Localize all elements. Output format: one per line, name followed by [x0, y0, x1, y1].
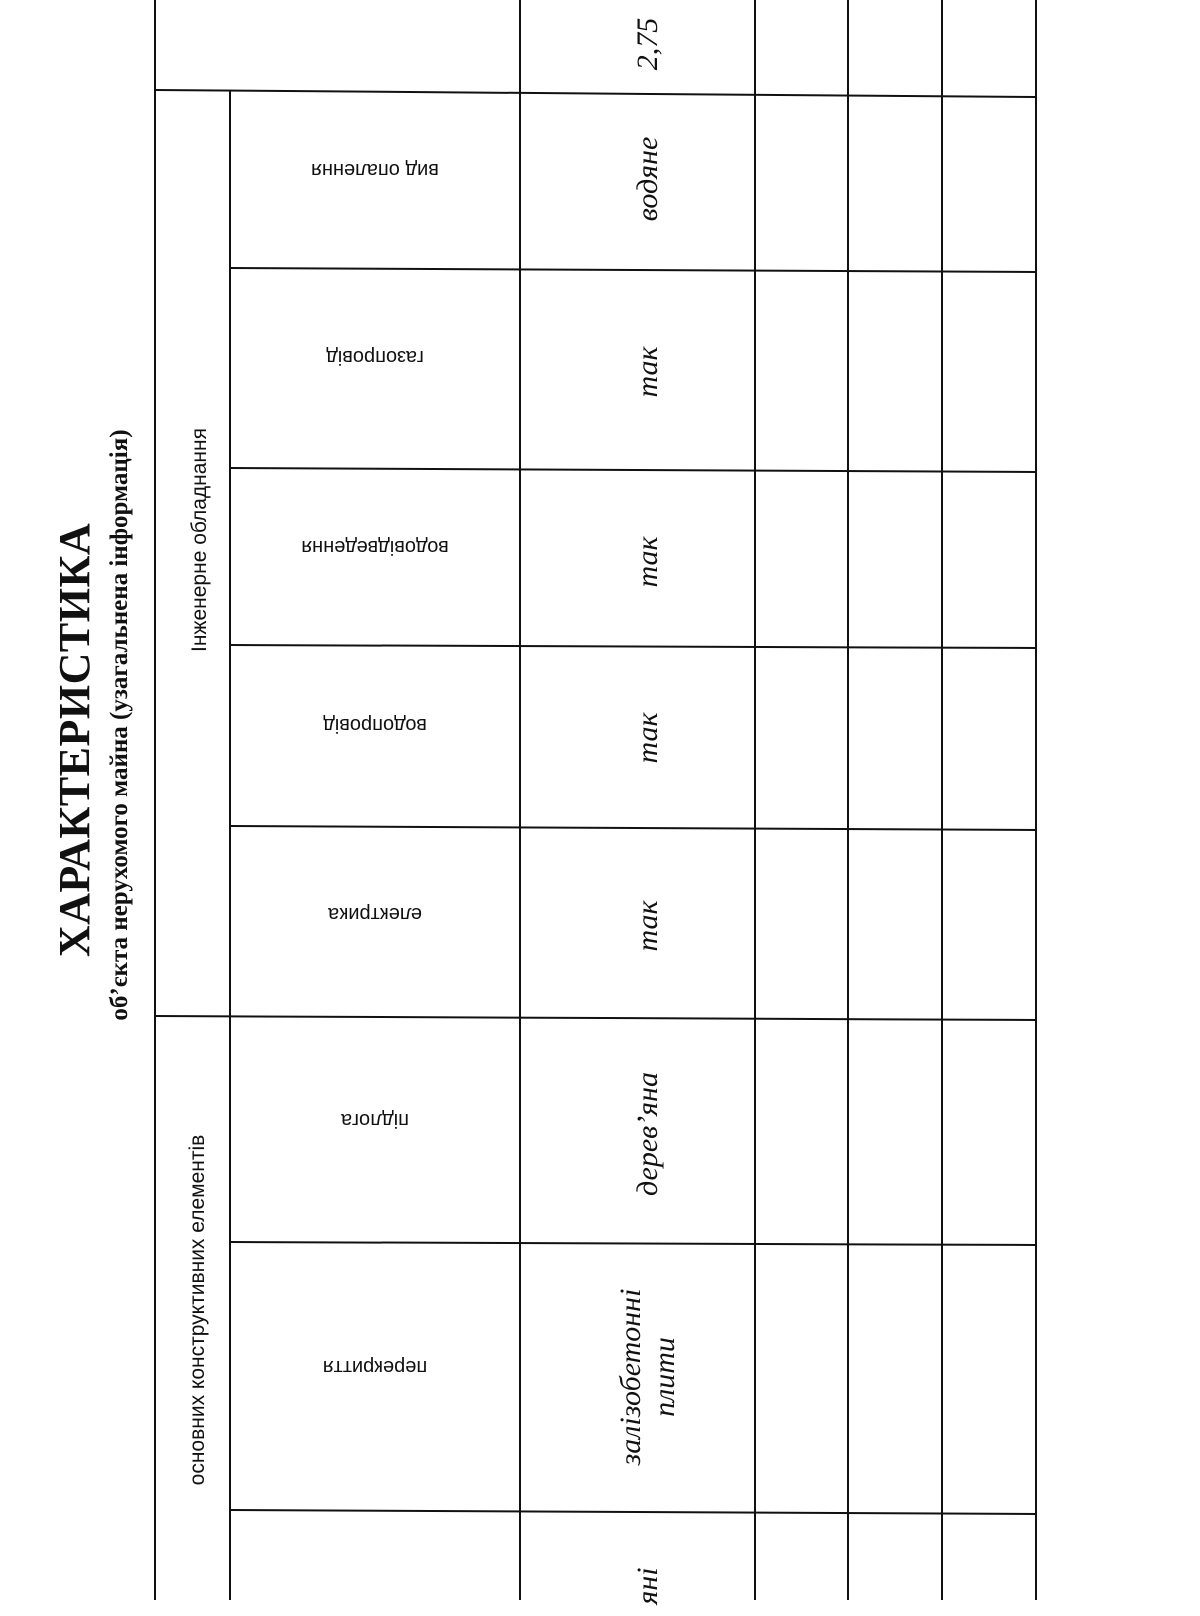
- header-floor: підлога: [341, 1109, 409, 1131]
- value-sewerage: так: [631, 536, 664, 588]
- value-top-partial: 2,75: [631, 17, 664, 71]
- header-electricity: електрика: [328, 903, 422, 925]
- value-ceiling: залізобетонні плити: [614, 1288, 681, 1466]
- value-heating-type: водяне: [631, 136, 664, 222]
- header-sewerage: водовідведення: [301, 536, 449, 558]
- group-label-elements: основних конструктивних елементів: [186, 1134, 209, 1486]
- group-label-engineering: Інженерне обладнання: [188, 427, 211, 653]
- header-gas-pipeline: газопровід: [326, 346, 424, 368]
- value-floor: дерев’яна: [631, 1072, 664, 1197]
- header-heating-type: вид опалення: [311, 159, 439, 181]
- value-gas-pipeline: так: [631, 346, 664, 398]
- document-title: ХАРАКТЕРИСТИКА: [50, 522, 99, 958]
- header-ceiling: перекриття: [322, 1356, 428, 1378]
- document-subtitle: об’єкта нерухомого майна (узагальнена інформація): [106, 429, 133, 1021]
- value-water-supply: так: [631, 712, 664, 764]
- value-electricity: так: [631, 900, 664, 952]
- header-water-supply: водопровід: [323, 714, 427, 736]
- value-bottom-partial: яні: [631, 1567, 664, 1605]
